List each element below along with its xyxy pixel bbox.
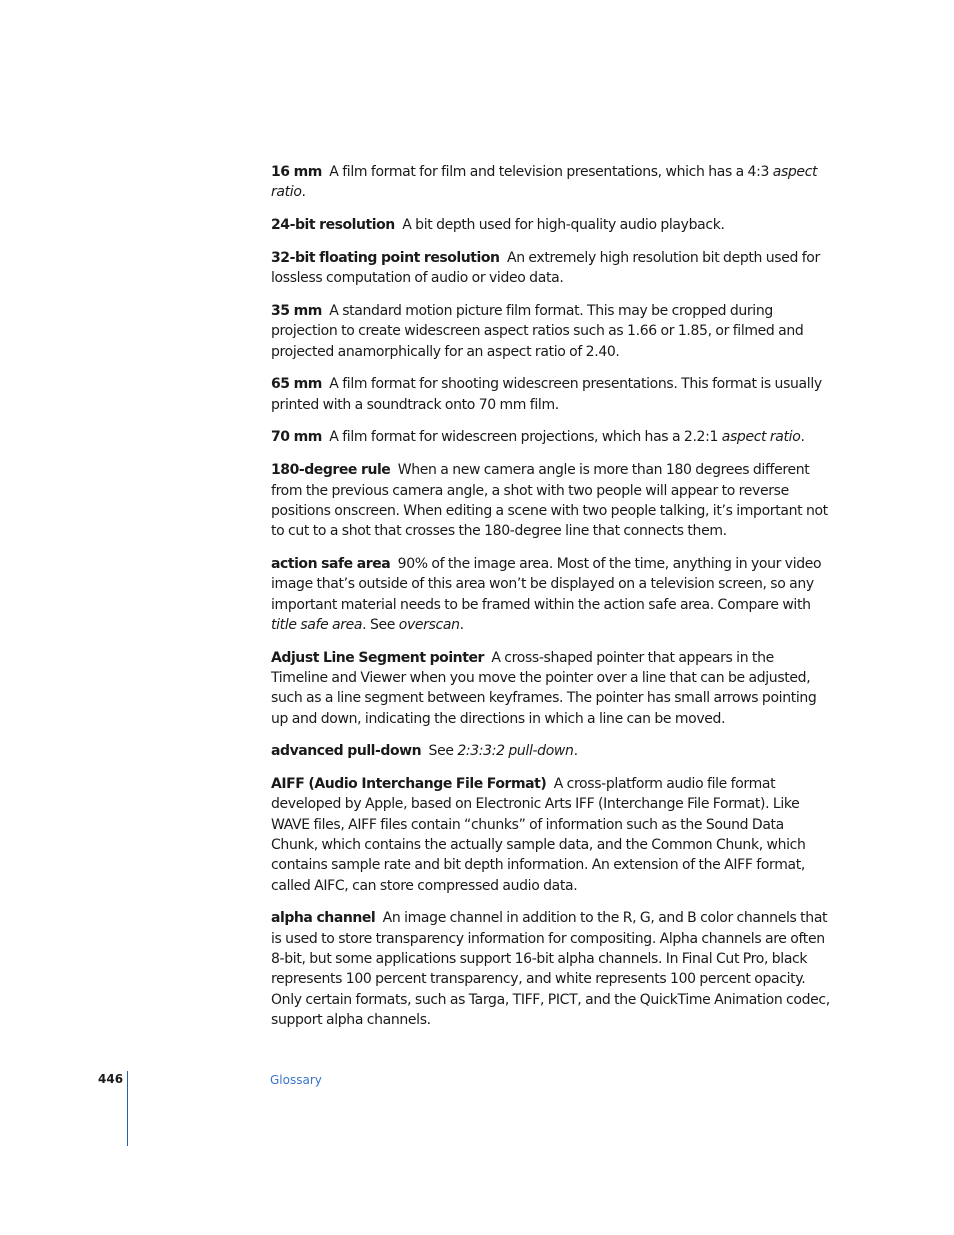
definition-text: See [428,743,458,760]
definition-text: When a new camera angle is more than 180 degrees different from the previous camera angle, a shot with two people will appear to reverse positions onscreen. When editing a scene with two people talking, it’s important not to cut to a shot that crosses the 180-degree line that connects them. [271,462,828,540]
glossary-entry [271,374,831,415]
glossary-term: Adjust Line Segment pointer [271,649,484,666]
definition-text: A cross-platform audio file format developed by Apple, based on Electronic Arts IFF (Interchange File Format). Like WAVE files, AIFF files contain “chunks” of information such as the Sound Data Chunk, which contains the actually sample data, and the Common Chunk, which contains sample rate and bit depth information. An extension of the AIFF format, called AIFC, can store compressed audio data. [271,776,806,894]
glossary-term: AIFF (Audio Interchange File Format) [271,776,547,793]
glossary-entry [271,554,831,635]
glossary-entry [271,248,831,289]
cross-reference: 2:3:3:2 pull-down [457,743,574,760]
definition-text: An image channel in addition to the R, G, and B color channels that is used to store transparency information for compositing. Alpha channels are often 8-bit, but some applications support 16-bit alpha channels. In Final Cut Pro, black represents 100 percent transparency, and white represents 100 percent opacity. Only certain formats, such as Targa, TIFF, PICT, and the QuickTime Animation codec, support alpha channels. [271,910,830,1028]
glossary-term: 65 mm [271,376,322,393]
section-title: Glossary [270,1073,322,1087]
glossary-term: alpha channel [271,910,376,927]
glossary-term: 32-bit floating point resolution [271,249,500,266]
footer-divider [127,1071,128,1146]
definition-text: . [301,184,306,201]
definition-text: . See [362,616,399,633]
definition-text: A film format for widescreen projections, which has a 2.2:1 [329,429,722,446]
cross-reference: title safe area [271,616,363,633]
glossary-entry [271,215,831,235]
definition-text: A film format for film and television presentations, which has a 4:3 [329,164,773,180]
glossary-term: 35 mm [271,302,322,319]
glossary-term: 16 mm [271,164,322,180]
glossary-entry [271,162,831,203]
cross-reference: aspect ratio [721,429,801,446]
definition-text: . [573,743,578,760]
cross-reference: overscan [398,616,460,633]
glossary-entry [271,427,831,447]
definition-text: An extremely high resolution bit depth used for lossless computation of audio or video data. [271,249,820,287]
glossary-entry [271,741,831,761]
glossary-term: 24-bit resolution [271,217,395,234]
glossary-content [271,162,831,1043]
glossary-entry [271,301,831,362]
glossary-term: advanced pull-down [271,743,422,760]
glossary-term: action safe area [271,555,391,572]
definition-text: A film format for shooting widescreen presentations. This format is usually printed with a soundtrack onto 70 mm film. [271,376,822,413]
glossary-term: 180-degree rule [271,462,391,479]
glossary-entry [271,774,831,896]
definition-text: 90% of the image area. Most of the time, anything in your video image that’s outside of this area won’t be displayed on a television screen, so any important material needs to be framed within the action safe area. Compare with [271,555,822,613]
glossary-term: 70 mm [271,429,322,446]
definition-text: . [459,616,464,633]
glossary-entry [271,908,831,1030]
glossary-entry [271,460,831,541]
definition-text: A bit depth used for high-quality audio playback. [402,217,725,234]
glossary-entry [271,648,831,729]
definition-text: A cross-shaped pointer that appears in the Timeline and Viewer when you move the pointer over a line that can be adjusted, such as a line segment between keyframes. The pointer has small arrows pointing up and down, indicating the directions in which a line can be moved. [271,649,817,727]
definition-text: . [800,429,805,446]
page-number: 446 [98,1072,124,1086]
cross-reference: aspect ratio [271,164,818,201]
definition-text: A standard motion picture film format. This may be cropped during projection to create widescreen aspect ratios such as 1.66 or 1.85, or filmed and projected anamorphically for an aspect ratio of 2.40. [271,302,804,360]
